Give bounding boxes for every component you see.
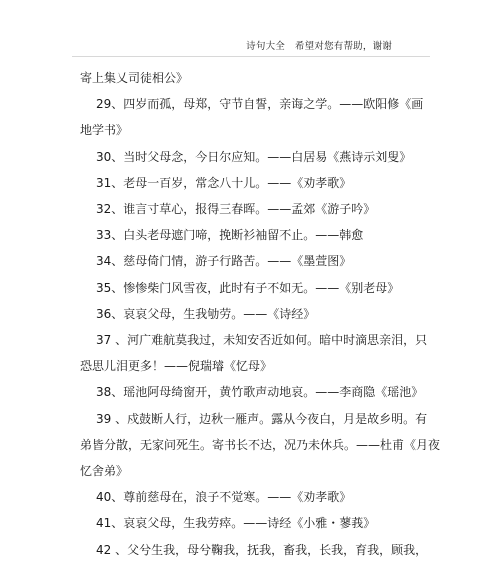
text-line: 35、惨惨柴门风雪夜，此时有子不如无。——《别老母》 (96, 280, 400, 295)
text-line: 寄上集乂司徒相公》 (80, 71, 189, 85)
text-line: 36、哀哀父母，生我劬劳。——《诗经》 (96, 306, 316, 321)
text-line: 忆舍弟》 (80, 464, 129, 479)
text-line: 42 、父兮生我，母兮鞠我，抚我，畜我，长我，育我，顾我， (96, 542, 428, 557)
text-line: 41、哀哀父母，生我劳瘁。——诗经《小雅・蓼莪》 (96, 516, 376, 531)
text-line: 37 、河广难航莫我过，未知安否近如何。暗中时滴思亲泪，只 (96, 333, 428, 348)
text-line: 38、瑶池阿母绮窗开，黄竹歌声动地哀。——李商隐《瑶池》 (96, 385, 424, 400)
text-line: 32、谁言寸草心，报得三春晖。——孟郊《游子吟》 (96, 202, 376, 217)
text-line: 恐思儿泪更多！——倪瑞璿《忆母》 (80, 359, 273, 374)
text-line: 30、当时父母念，今日尔应知。——白居易《燕诗示刘叟》 (96, 149, 412, 164)
text-line: 弟皆分散，无家问死生。寄书长不达，况乃未休兵。——杜甫《月夜 (80, 437, 441, 452)
text-line: 34、慈母倚门情，游子行路苦。——《墨萱图》 (96, 254, 352, 269)
page-header (246, 38, 392, 52)
text-line: 31、老母一百岁，常念八十儿。——《劝孝歌》 (96, 175, 352, 190)
header-title: 诗句大全 (246, 41, 285, 52)
text-line: 40、尊前慈母在，浪子不觉寒。——《劝孝歌》 (96, 490, 352, 505)
header-note: 希望对您有帮助，谢谢 (294, 41, 392, 52)
header-divider (72, 56, 430, 57)
text-line: 地学书》 (80, 123, 129, 138)
text-line: 33、白头老母遮门啼，挽断衫袖留不止。——韩愈 (96, 228, 364, 243)
text-line: 39 、戍鼓断人行，边秋一雁声。露从今夜白，月是故乡明。有 (96, 411, 428, 426)
poem-list (80, 65, 441, 563)
text-line: 29、四岁而孤，母郑，守节自誓，亲诲之学。——欧阳修《画 (96, 97, 424, 112)
